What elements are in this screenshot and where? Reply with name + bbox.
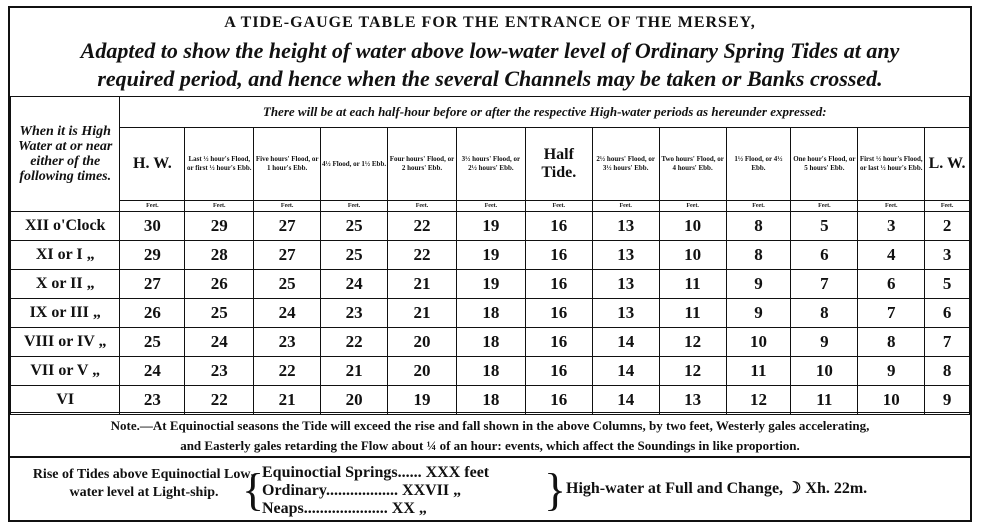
table-cell: 12 bbox=[726, 386, 791, 415]
table-cell: 23 bbox=[321, 299, 388, 328]
table-row bbox=[11, 328, 970, 357]
left-brace: { bbox=[242, 464, 265, 515]
table-cell: 22 bbox=[254, 357, 321, 386]
table-cell: 16 bbox=[525, 212, 592, 241]
table-cell: 25 bbox=[321, 212, 388, 241]
table-cell: 10 bbox=[726, 328, 791, 357]
table-row bbox=[11, 357, 970, 386]
table-cell: 10 bbox=[791, 357, 858, 386]
table-cell: 14 bbox=[592, 328, 659, 357]
unit-cell: Feet. bbox=[791, 201, 858, 212]
table-cell: 9 bbox=[726, 299, 791, 328]
rise-section bbox=[10, 456, 970, 524]
table-cell: 19 bbox=[456, 212, 525, 241]
unit-cell: Feet. bbox=[592, 201, 659, 212]
unit-cell: Feet. bbox=[525, 201, 592, 212]
table-cell: 27 bbox=[254, 241, 321, 270]
table-cell: 10 bbox=[659, 241, 726, 270]
row-label: VI bbox=[11, 386, 120, 415]
table-cell: 21 bbox=[388, 270, 457, 299]
note bbox=[10, 412, 970, 456]
row-label: VIII or IV „ bbox=[11, 328, 120, 357]
table-cell: 18 bbox=[456, 328, 525, 357]
unit-cell: Feet. bbox=[858, 201, 925, 212]
table-cell: 20 bbox=[388, 328, 457, 357]
table-cell: 21 bbox=[254, 386, 321, 415]
table-cell: 9 bbox=[858, 357, 925, 386]
table-cell: 6 bbox=[858, 270, 925, 299]
rise-neaps: Neaps..................... XX „ bbox=[262, 500, 427, 517]
left-header: When it is High Water at or near either of the following times. bbox=[11, 97, 120, 212]
table-row bbox=[11, 241, 970, 270]
column-header: First ½ hour's Flood, or last ½ hour's Ebb. bbox=[858, 128, 925, 201]
row-label: IX or III „ bbox=[11, 299, 120, 328]
column-header: Half Tide. bbox=[525, 128, 592, 201]
table-cell: 6 bbox=[925, 299, 970, 328]
table-cell: 26 bbox=[185, 270, 254, 299]
rise-springs: Equinoctial Springs...... XXX feet bbox=[262, 464, 490, 481]
table-cell: 18 bbox=[456, 299, 525, 328]
banner: There will be at each half-hour before or after the respective High-water periods as hereunder expressed: bbox=[120, 97, 970, 128]
unit-cell: Feet. bbox=[925, 201, 970, 212]
table-title: A TIDE-GAUGE TABLE FOR THE ENTRANCE OF THE MERSEY, bbox=[224, 14, 756, 31]
table-cell: 28 bbox=[185, 241, 254, 270]
table-cell: 10 bbox=[858, 386, 925, 415]
table-cell: 13 bbox=[592, 212, 659, 241]
unit-cell: Feet. bbox=[185, 201, 254, 212]
rise-ordinary: Ordinary.................. XXVII „ bbox=[262, 482, 462, 499]
row-label: VII or V „ bbox=[11, 357, 120, 386]
table-cell: 24 bbox=[254, 299, 321, 328]
table-cell: 13 bbox=[592, 299, 659, 328]
unit-cell: Feet. bbox=[120, 201, 185, 212]
column-header: 3½ hours' Flood, or 2½ hours' Ebb. bbox=[456, 128, 525, 201]
table-cell: 11 bbox=[659, 299, 726, 328]
tide-gauge-sheet bbox=[8, 6, 972, 522]
table-cell: 19 bbox=[456, 270, 525, 299]
table-cell: 9 bbox=[726, 270, 791, 299]
table-row bbox=[11, 270, 970, 299]
table-cell: 6 bbox=[791, 241, 858, 270]
table-cell: 24 bbox=[185, 328, 254, 357]
unit-cell: Feet. bbox=[456, 201, 525, 212]
table-cell: 7 bbox=[791, 270, 858, 299]
note-line1: Note.—At Equinoctial seasons the Tide will exceed the rise and fall shown in the above Columns, by two feet, Westerly gales accelerating, bbox=[110, 418, 870, 433]
right-brace: } bbox=[544, 464, 567, 515]
table-cell: 12 bbox=[659, 357, 726, 386]
table-cell: 22 bbox=[388, 212, 457, 241]
table-cell: 24 bbox=[321, 270, 388, 299]
table-cell: 30 bbox=[120, 212, 185, 241]
column-header: 1½ Flood, or 4½ Ebb. bbox=[726, 128, 791, 201]
tide-table bbox=[10, 96, 970, 415]
table-cell: 4 bbox=[858, 241, 925, 270]
table-row bbox=[11, 212, 970, 241]
table-cell: 16 bbox=[525, 328, 592, 357]
table-cell: 14 bbox=[592, 386, 659, 415]
table-cell: 20 bbox=[321, 386, 388, 415]
table-cell: 16 bbox=[525, 386, 592, 415]
column-header: Four hours' Flood, or 2 hours' Ebb. bbox=[388, 128, 457, 201]
table-cell: 11 bbox=[659, 270, 726, 299]
column-header: Five hours' Flood, or 1 hour's Ebb. bbox=[254, 128, 321, 201]
table-cell: 13 bbox=[659, 386, 726, 415]
table-cell: 8 bbox=[925, 357, 970, 386]
unit-row bbox=[11, 201, 970, 212]
table-cell: 25 bbox=[254, 270, 321, 299]
table-subtitle-line1: Adapted to show the height of water above low-water level of Ordinary Spring Tides at any bbox=[80, 38, 900, 63]
unit-cell: Feet. bbox=[659, 201, 726, 212]
table-cell: 19 bbox=[456, 241, 525, 270]
table-cell: 14 bbox=[592, 357, 659, 386]
table-cell: 16 bbox=[525, 299, 592, 328]
column-header: One hour's Flood, or 5 hours' Ebb. bbox=[791, 128, 858, 201]
column-header: Last ½ hour's Flood, or first ½ hour's Ebb. bbox=[185, 128, 254, 201]
table-cell: 8 bbox=[726, 241, 791, 270]
table-cell: 5 bbox=[925, 270, 970, 299]
table-cell: 2 bbox=[925, 212, 970, 241]
note-line2: and Easterly gales retarding the Flow about ¼ of an hour: events, which affect the Soundings in like proportion. bbox=[180, 438, 800, 453]
column-header: H. W. bbox=[120, 128, 185, 201]
table-cell: 12 bbox=[659, 328, 726, 357]
table-cell: 16 bbox=[525, 241, 592, 270]
table-cell: 21 bbox=[388, 299, 457, 328]
high-water-full-change: High-water at Full and Change, ☽ Xh. 22m. bbox=[566, 480, 868, 497]
table-cell: 24 bbox=[120, 357, 185, 386]
table-cell: 8 bbox=[791, 299, 858, 328]
table-subtitle-line2: required period, and hence when the several Channels may be taken or Banks crossed. bbox=[97, 66, 883, 91]
table-cell: 8 bbox=[858, 328, 925, 357]
table-cell: 21 bbox=[321, 357, 388, 386]
table-cell: 3 bbox=[925, 241, 970, 270]
table-cell: 18 bbox=[456, 386, 525, 415]
unit-cell: Feet. bbox=[726, 201, 791, 212]
table-cell: 11 bbox=[791, 386, 858, 415]
table-cell: 22 bbox=[388, 241, 457, 270]
column-header: 4½ Flood, or 1½ Ebb. bbox=[321, 128, 388, 201]
table-cell: 10 bbox=[659, 212, 726, 241]
table-cell: 7 bbox=[858, 299, 925, 328]
table-cell: 25 bbox=[321, 241, 388, 270]
unit-cell: Feet. bbox=[254, 201, 321, 212]
table-cell: 13 bbox=[592, 241, 659, 270]
table-cell: 29 bbox=[185, 212, 254, 241]
row-label: XII o'Clock bbox=[11, 212, 120, 241]
table-cell: 23 bbox=[185, 357, 254, 386]
table-cell: 23 bbox=[254, 328, 321, 357]
table-cell: 19 bbox=[388, 386, 457, 415]
table-cell: 3 bbox=[858, 212, 925, 241]
column-header: L. W. bbox=[925, 128, 970, 201]
row-label: XI or I „ bbox=[11, 241, 120, 270]
table-cell: 22 bbox=[185, 386, 254, 415]
rise-levels bbox=[262, 464, 542, 518]
table-cell: 27 bbox=[120, 270, 185, 299]
table-cell: 8 bbox=[726, 212, 791, 241]
unit-cell: Feet. bbox=[321, 201, 388, 212]
table-cell: 26 bbox=[120, 299, 185, 328]
table-cell: 18 bbox=[456, 357, 525, 386]
table-cell: 9 bbox=[925, 386, 970, 415]
table-cell: 16 bbox=[525, 357, 592, 386]
table-cell: 13 bbox=[592, 270, 659, 299]
table-cell: 7 bbox=[925, 328, 970, 357]
row-label: X or II „ bbox=[11, 270, 120, 299]
table-row bbox=[11, 299, 970, 328]
table-row bbox=[11, 386, 970, 415]
table-cell: 5 bbox=[791, 212, 858, 241]
column-header: 2½ hours' Flood, or 3½ hours' Ebb. bbox=[592, 128, 659, 201]
table-cell: 25 bbox=[185, 299, 254, 328]
table-cell: 9 bbox=[791, 328, 858, 357]
table-cell: 11 bbox=[726, 357, 791, 386]
table-cell: 20 bbox=[388, 357, 457, 386]
column-header: Two hours' Flood, or 4 hours' Ebb. bbox=[659, 128, 726, 201]
table-cell: 29 bbox=[120, 241, 185, 270]
table-cell: 23 bbox=[120, 386, 185, 415]
table-cell: 22 bbox=[321, 328, 388, 357]
table-cell: 25 bbox=[120, 328, 185, 357]
rise-label: Rise of Tides above Equinoctial Low-water level at Light-ship. bbox=[32, 467, 256, 500]
unit-cell: Feet. bbox=[388, 201, 457, 212]
table-cell: 16 bbox=[525, 270, 592, 299]
table-cell: 27 bbox=[254, 212, 321, 241]
column-header-row bbox=[11, 128, 970, 201]
